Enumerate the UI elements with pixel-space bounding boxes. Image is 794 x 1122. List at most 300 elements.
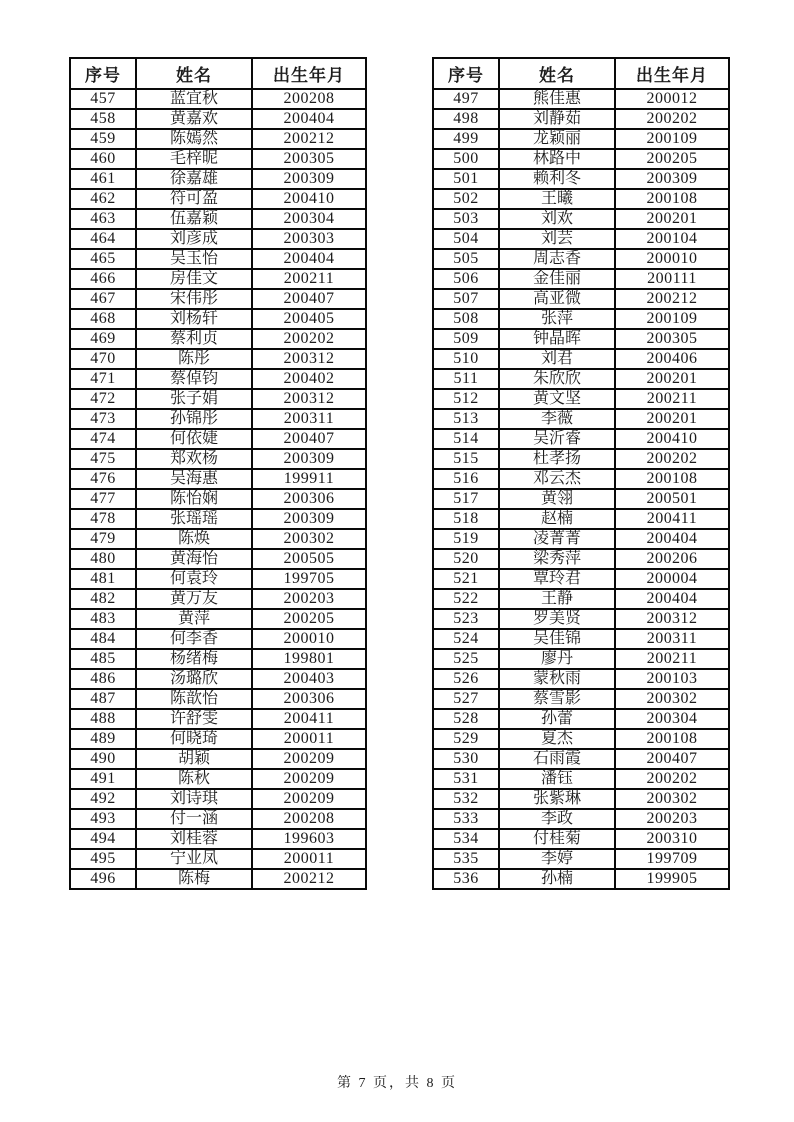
name-cell: 付一涵 <box>136 809 252 829</box>
table-row <box>433 789 729 809</box>
serial-cell: 498 <box>433 109 499 129</box>
name-cell: 蔡雪影 <box>499 689 615 709</box>
serial-cell: 457 <box>70 89 136 109</box>
birthdate-cell: 200302 <box>615 689 729 709</box>
serial-cell: 489 <box>70 729 136 749</box>
birthdate-cell: 200203 <box>615 809 729 829</box>
serial-cell: 476 <box>70 469 136 489</box>
serial-cell: 514 <box>433 429 499 449</box>
table-row <box>70 729 366 749</box>
serial-cell: 466 <box>70 269 136 289</box>
name-cell: 李婷 <box>499 849 615 869</box>
table-row <box>70 309 366 329</box>
birthdate-cell: 200411 <box>252 709 366 729</box>
name-cell: 刘杨轩 <box>136 309 252 329</box>
name-cell: 何李香 <box>136 629 252 649</box>
name-cell: 符可盈 <box>136 189 252 209</box>
name-cell: 许舒雯 <box>136 709 252 729</box>
name-cell: 伍嘉颖 <box>136 209 252 229</box>
birthdate-cell: 200404 <box>615 589 729 609</box>
table-row <box>433 709 729 729</box>
birthdate-cell: 200309 <box>252 449 366 469</box>
name-cell: 朱欣欣 <box>499 369 615 389</box>
table-row <box>70 849 366 869</box>
table-row <box>433 429 729 449</box>
birthdate-cell: 200411 <box>615 509 729 529</box>
name-cell: 陈梅 <box>136 869 252 889</box>
birthdate-cell: 200405 <box>252 309 366 329</box>
birthdate-cell: 200404 <box>615 529 729 549</box>
birthdate-cell: 200201 <box>615 409 729 429</box>
column-header-name: 姓名 <box>499 58 615 89</box>
name-cell: 张子娟 <box>136 389 252 409</box>
table-row <box>433 649 729 669</box>
name-cell: 何晓琦 <box>136 729 252 749</box>
birthdate-cell: 200010 <box>615 249 729 269</box>
birthdate-cell: 199801 <box>252 649 366 669</box>
birthdate-cell: 200406 <box>615 349 729 369</box>
table-row <box>70 829 366 849</box>
serial-cell: 522 <box>433 589 499 609</box>
name-cell: 陈歆怡 <box>136 689 252 709</box>
birthdate-cell: 200103 <box>615 669 729 689</box>
serial-cell: 528 <box>433 709 499 729</box>
serial-cell: 490 <box>70 749 136 769</box>
birthdate-cell: 200212 <box>252 129 366 149</box>
serial-cell: 521 <box>433 569 499 589</box>
birthdate-cell: 200209 <box>252 789 366 809</box>
serial-cell: 507 <box>433 289 499 309</box>
table-row <box>70 629 366 649</box>
name-cell: 胡颖 <box>136 749 252 769</box>
name-cell: 龙颖丽 <box>499 129 615 149</box>
name-cell: 张萍 <box>499 309 615 329</box>
serial-cell: 470 <box>70 349 136 369</box>
birthdate-cell: 200310 <box>615 829 729 849</box>
birthdate-cell: 200109 <box>615 129 729 149</box>
table-row <box>433 769 729 789</box>
birthdate-cell: 200312 <box>252 349 366 369</box>
birthdate-cell: 200309 <box>252 169 366 189</box>
serial-cell: 487 <box>70 689 136 709</box>
table-row <box>70 129 366 149</box>
birthdate-cell: 200004 <box>615 569 729 589</box>
birthdate-cell: 200108 <box>615 189 729 209</box>
birthdate-cell: 200205 <box>615 149 729 169</box>
name-cell: 刘诗琪 <box>136 789 252 809</box>
serial-cell: 467 <box>70 289 136 309</box>
birthdate-cell: 200012 <box>615 89 729 109</box>
table-row <box>70 509 366 529</box>
roster-tables <box>69 57 730 890</box>
name-cell: 覃玲君 <box>499 569 615 589</box>
birthdate-cell: 200201 <box>615 369 729 389</box>
name-cell: 黄海怡 <box>136 549 252 569</box>
birthdate-cell: 200304 <box>252 209 366 229</box>
name-cell: 蒙秋雨 <box>499 669 615 689</box>
birthdate-cell: 200202 <box>615 769 729 789</box>
table-row <box>433 449 729 469</box>
serial-cell: 505 <box>433 249 499 269</box>
table-row <box>433 109 729 129</box>
name-cell: 金佳丽 <box>499 269 615 289</box>
birthdate-cell: 199905 <box>615 869 729 889</box>
birthdate-cell: 200311 <box>615 629 729 649</box>
table-row <box>433 349 729 369</box>
table-row <box>433 269 729 289</box>
serial-cell: 488 <box>70 709 136 729</box>
table-row <box>70 369 366 389</box>
column-header-name: 姓名 <box>136 58 252 89</box>
name-cell: 高亚微 <box>499 289 615 309</box>
table-row <box>433 689 729 709</box>
serial-cell: 500 <box>433 149 499 169</box>
table-row <box>70 789 366 809</box>
serial-cell: 468 <box>70 309 136 329</box>
table-row <box>433 149 729 169</box>
serial-cell: 508 <box>433 309 499 329</box>
table-row <box>70 469 366 489</box>
serial-cell: 469 <box>70 329 136 349</box>
birthdate-cell: 200312 <box>252 389 366 409</box>
serial-cell: 460 <box>70 149 136 169</box>
birthdate-cell: 200410 <box>615 429 729 449</box>
birthdate-cell: 200311 <box>252 409 366 429</box>
serial-cell: 533 <box>433 809 499 829</box>
name-cell: 钟晶晖 <box>499 329 615 349</box>
serial-cell: 459 <box>70 129 136 149</box>
name-cell: 郑欢杨 <box>136 449 252 469</box>
serial-cell: 501 <box>433 169 499 189</box>
table-row <box>433 369 729 389</box>
birthdate-cell: 200212 <box>615 289 729 309</box>
serial-cell: 472 <box>70 389 136 409</box>
table-row <box>70 489 366 509</box>
table-row <box>70 549 366 569</box>
name-cell: 石雨霞 <box>499 749 615 769</box>
table-row <box>433 629 729 649</box>
serial-cell: 536 <box>433 869 499 889</box>
column-header-birthdate: 出生年月 <box>252 58 366 89</box>
birthdate-cell: 200011 <box>252 729 366 749</box>
table-row <box>433 389 729 409</box>
birthdate-cell: 200309 <box>252 509 366 529</box>
serial-cell: 530 <box>433 749 499 769</box>
name-cell: 刘静茹 <box>499 109 615 129</box>
name-cell: 蔡利贞 <box>136 329 252 349</box>
serial-cell: 520 <box>433 549 499 569</box>
name-cell: 宁业凤 <box>136 849 252 869</box>
serial-cell: 504 <box>433 229 499 249</box>
name-cell: 黄文坚 <box>499 389 615 409</box>
page-footer: 第 7 页，共 8 页 <box>337 1076 457 1091</box>
table-row <box>70 429 366 449</box>
table-row <box>70 409 366 429</box>
serial-cell: 497 <box>433 89 499 109</box>
name-cell: 廖丹 <box>499 649 615 669</box>
name-cell: 汤璐欣 <box>136 669 252 689</box>
birthdate-cell: 200010 <box>252 629 366 649</box>
serial-cell: 475 <box>70 449 136 469</box>
serial-cell: 486 <box>70 669 136 689</box>
serial-cell: 496 <box>70 869 136 889</box>
serial-cell: 524 <box>433 629 499 649</box>
table-row <box>433 209 729 229</box>
table-row <box>433 609 729 629</box>
table-row <box>433 729 729 749</box>
birthdate-cell: 200109 <box>615 309 729 329</box>
table-row <box>70 709 366 729</box>
birthdate-cell: 200403 <box>252 669 366 689</box>
serial-cell: 535 <box>433 849 499 869</box>
name-cell: 陈彤 <box>136 349 252 369</box>
table-row <box>70 149 366 169</box>
name-cell: 熊佳惠 <box>499 89 615 109</box>
table-row <box>433 249 729 269</box>
birthdate-cell: 200205 <box>252 609 366 629</box>
serial-cell: 477 <box>70 489 136 509</box>
birthdate-cell: 199911 <box>252 469 366 489</box>
table-row <box>70 529 366 549</box>
table-row <box>433 469 729 489</box>
serial-cell: 471 <box>70 369 136 389</box>
name-cell: 梁秀萍 <box>499 549 615 569</box>
serial-cell: 480 <box>70 549 136 569</box>
table-row <box>433 669 729 689</box>
name-cell: 杨绪梅 <box>136 649 252 669</box>
name-cell: 刘彦成 <box>136 229 252 249</box>
serial-cell: 485 <box>70 649 136 669</box>
table-row <box>70 269 366 289</box>
birthdate-cell: 200108 <box>615 729 729 749</box>
table-row <box>433 189 729 209</box>
name-cell: 吴佳锦 <box>499 629 615 649</box>
serial-cell: 511 <box>433 369 499 389</box>
name-cell: 张瑶瑶 <box>136 509 252 529</box>
birthdate-cell: 200404 <box>252 109 366 129</box>
birthdate-cell: 200407 <box>252 289 366 309</box>
name-cell: 宋伟彤 <box>136 289 252 309</box>
birthdate-cell: 200209 <box>252 769 366 789</box>
serial-cell: 481 <box>70 569 136 589</box>
name-cell: 王曦 <box>499 189 615 209</box>
table-row <box>70 809 366 829</box>
name-cell: 刘欢 <box>499 209 615 229</box>
serial-cell: 517 <box>433 489 499 509</box>
birthdate-cell: 200212 <box>252 869 366 889</box>
serial-cell: 492 <box>70 789 136 809</box>
serial-cell: 510 <box>433 349 499 369</box>
serial-cell: 518 <box>433 509 499 529</box>
name-cell: 吴玉怡 <box>136 249 252 269</box>
birthdate-cell: 200202 <box>252 329 366 349</box>
serial-cell: 532 <box>433 789 499 809</box>
header-row <box>433 58 729 89</box>
table-row <box>433 289 729 309</box>
birthdate-cell: 200211 <box>615 649 729 669</box>
serial-cell: 462 <box>70 189 136 209</box>
serial-cell: 506 <box>433 269 499 289</box>
name-cell: 罗美贤 <box>499 609 615 629</box>
birthdate-cell: 200108 <box>615 469 729 489</box>
name-cell: 蓝宜秋 <box>136 89 252 109</box>
table-row <box>433 849 729 869</box>
name-cell: 何袁玲 <box>136 569 252 589</box>
table-row <box>70 569 366 589</box>
table-row <box>70 109 366 129</box>
serial-cell: 519 <box>433 529 499 549</box>
name-cell: 张紫琳 <box>499 789 615 809</box>
birthdate-cell: 200202 <box>615 109 729 129</box>
table-row <box>70 349 366 369</box>
serial-cell: 478 <box>70 509 136 529</box>
birthdate-cell: 200312 <box>615 609 729 629</box>
serial-cell: 482 <box>70 589 136 609</box>
name-cell: 徐嘉雄 <box>136 169 252 189</box>
table-row <box>70 209 366 229</box>
serial-cell: 513 <box>433 409 499 429</box>
name-cell: 黄嘉欢 <box>136 109 252 129</box>
name-cell: 李薇 <box>499 409 615 429</box>
table-row <box>433 549 729 569</box>
name-cell: 房佳文 <box>136 269 252 289</box>
serial-cell: 494 <box>70 829 136 849</box>
name-cell: 夏杰 <box>499 729 615 749</box>
serial-cell: 523 <box>433 609 499 629</box>
birthdate-cell: 200404 <box>252 249 366 269</box>
birthdate-cell: 200303 <box>252 229 366 249</box>
serial-cell: 479 <box>70 529 136 549</box>
table-row <box>433 569 729 589</box>
table-row <box>70 669 366 689</box>
serial-cell: 527 <box>433 689 499 709</box>
table-row <box>70 329 366 349</box>
table-row <box>70 229 366 249</box>
name-cell: 林路中 <box>499 149 615 169</box>
birthdate-cell: 200208 <box>252 89 366 109</box>
serial-cell: 499 <box>433 129 499 149</box>
name-cell: 陈怡娴 <box>136 489 252 509</box>
column-header-serial: 序号 <box>70 58 136 89</box>
table-row <box>433 509 729 529</box>
serial-cell: 465 <box>70 249 136 269</box>
birthdate-cell: 200304 <box>615 709 729 729</box>
birthdate-cell: 200407 <box>615 749 729 769</box>
serial-cell: 515 <box>433 449 499 469</box>
table-row <box>70 869 366 889</box>
table-row <box>433 169 729 189</box>
serial-cell: 534 <box>433 829 499 849</box>
name-cell: 周志香 <box>499 249 615 269</box>
table-row <box>433 589 729 609</box>
birthdate-cell: 200402 <box>252 369 366 389</box>
roster-table-right <box>432 57 730 890</box>
table-row <box>433 869 729 889</box>
table-row <box>433 749 729 769</box>
serial-cell: 464 <box>70 229 136 249</box>
table-row <box>433 229 729 249</box>
serial-cell: 529 <box>433 729 499 749</box>
table-row <box>433 529 729 549</box>
name-cell: 蔡倬钧 <box>136 369 252 389</box>
birthdate-cell: 200206 <box>615 549 729 569</box>
name-cell: 刘桂蓉 <box>136 829 252 849</box>
birthdate-cell: 199603 <box>252 829 366 849</box>
birthdate-cell: 200011 <box>252 849 366 869</box>
birthdate-cell: 200309 <box>615 169 729 189</box>
table-row <box>70 589 366 609</box>
table-row <box>433 89 729 109</box>
name-cell: 赵楠 <box>499 509 615 529</box>
birthdate-cell: 199709 <box>615 849 729 869</box>
birthdate-cell: 200211 <box>252 269 366 289</box>
name-cell: 杜孝扬 <box>499 449 615 469</box>
birthdate-cell: 200305 <box>252 149 366 169</box>
serial-cell: 491 <box>70 769 136 789</box>
name-cell: 王静 <box>499 589 615 609</box>
table-row <box>433 129 729 149</box>
serial-cell: 473 <box>70 409 136 429</box>
name-cell: 陈嫣然 <box>136 129 252 149</box>
table-row <box>70 769 366 789</box>
name-cell: 黄万友 <box>136 589 252 609</box>
table-row <box>70 89 366 109</box>
serial-cell: 512 <box>433 389 499 409</box>
birthdate-cell: 200211 <box>615 389 729 409</box>
birthdate-cell: 199705 <box>252 569 366 589</box>
name-cell: 邓云杰 <box>499 469 615 489</box>
serial-cell: 493 <box>70 809 136 829</box>
table-row <box>70 189 366 209</box>
birthdate-cell: 200501 <box>615 489 729 509</box>
birthdate-cell: 200410 <box>252 189 366 209</box>
table-row <box>433 829 729 849</box>
serial-cell: 483 <box>70 609 136 629</box>
serial-cell: 484 <box>70 629 136 649</box>
birthdate-cell: 200202 <box>615 449 729 469</box>
name-cell: 吴海惠 <box>136 469 252 489</box>
table-row <box>70 449 366 469</box>
birthdate-cell: 200104 <box>615 229 729 249</box>
name-cell: 孙锦彤 <box>136 409 252 429</box>
birthdate-cell: 200111 <box>615 269 729 289</box>
birthdate-cell: 200305 <box>615 329 729 349</box>
table-row <box>70 249 366 269</box>
table-row <box>70 749 366 769</box>
name-cell: 孙楠 <box>499 869 615 889</box>
birthdate-cell: 200208 <box>252 809 366 829</box>
birthdate-cell: 200505 <box>252 549 366 569</box>
name-cell: 付桂菊 <box>499 829 615 849</box>
name-cell: 刘芸 <box>499 229 615 249</box>
name-cell: 孙蕾 <box>499 709 615 729</box>
name-cell: 潘钰 <box>499 769 615 789</box>
roster-table-left <box>69 57 367 890</box>
name-cell: 黄萍 <box>136 609 252 629</box>
birthdate-cell: 200306 <box>252 689 366 709</box>
name-cell: 何依婕 <box>136 429 252 449</box>
table-row <box>70 689 366 709</box>
name-cell: 李政 <box>499 809 615 829</box>
table-row <box>433 409 729 429</box>
header-row <box>70 58 366 89</box>
column-header-birthdate: 出生年月 <box>615 58 729 89</box>
table-row <box>433 809 729 829</box>
table-row <box>433 309 729 329</box>
serial-cell: 495 <box>70 849 136 869</box>
serial-cell: 516 <box>433 469 499 489</box>
table-row <box>70 389 366 409</box>
